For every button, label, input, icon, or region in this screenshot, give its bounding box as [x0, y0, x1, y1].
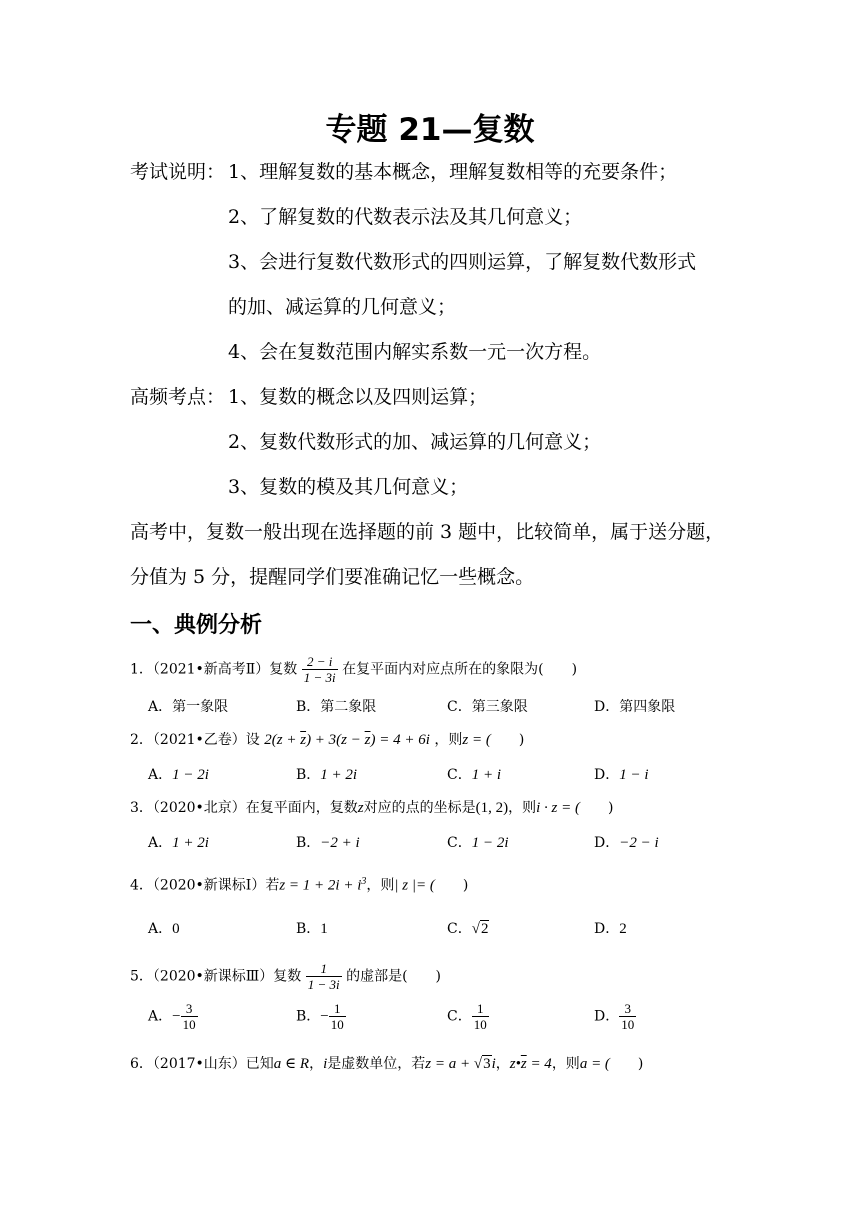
math-var: z [357, 800, 364, 816]
question-stem: 1．（2021•新高考Ⅱ）复数 [130, 661, 298, 678]
option-a[interactable]: A．第一象限 [148, 699, 229, 715]
option-label: C． [447, 1008, 472, 1025]
option-b[interactable]: B．第二象限 [296, 699, 377, 715]
option-a[interactable] [148, 765, 209, 785]
freq-point-item: 1、复数的概念以及四则运算； [228, 386, 488, 408]
option-label: C． [447, 921, 472, 937]
option-label: D． [594, 1008, 620, 1025]
option-a[interactable] [148, 1001, 198, 1032]
option-a[interactable] [148, 919, 180, 939]
option-d[interactable] [594, 919, 627, 939]
question-stem-tail: 的虚部是( ) [346, 968, 442, 985]
question-stem: ， [309, 1056, 324, 1072]
option-value: 1 + 2i [172, 835, 209, 851]
math-conjugate: $\overline{z}$ [300, 732, 307, 748]
freq-points-label: 高频考点： [130, 386, 226, 408]
math-expr: = 4 [526, 1056, 552, 1072]
question-1 [130, 654, 577, 685]
option-b[interactable] [296, 833, 360, 853]
question-stem: ，则 [508, 800, 537, 816]
denominator: 10 [182, 1017, 196, 1032]
question-3 [130, 798, 613, 818]
freq-point-item: 3、复数的模及其几何意义； [228, 476, 469, 498]
question-stem: 对应的点的坐标是 [363, 800, 476, 816]
option-label: D． [594, 835, 620, 851]
question-stem-tail: ) [490, 732, 525, 748]
math-expr: ) + 3(z − [306, 732, 365, 748]
math-expr: z = a + [425, 1056, 474, 1072]
denominator: 1 − 3i [307, 977, 340, 992]
option-value: −2 − i [619, 835, 659, 851]
option-b[interactable] [296, 765, 357, 785]
math-expr: ) = 4 + 6i [370, 732, 430, 748]
numerator: 3 [181, 1001, 198, 1017]
option-c[interactable] [447, 833, 509, 853]
question-6 [130, 1054, 643, 1074]
option-label: B． [296, 921, 321, 937]
math-expr: i · z = ( [536, 800, 581, 816]
question-2 [130, 730, 524, 750]
exam-desc-item: 的加、减运算的几何意义； [228, 296, 457, 318]
option-d[interactable] [594, 833, 659, 853]
question-stem: 是虚数单位，若 [327, 1056, 426, 1072]
denominator: 10 [621, 1017, 635, 1032]
option-c[interactable] [447, 1001, 489, 1032]
math-var: i [323, 1056, 328, 1072]
sqrt-expr: √2 [471, 921, 489, 937]
math-expr: | z |= ( [394, 877, 435, 894]
sqrt-radicand: 2 [480, 921, 489, 937]
question-stem-tail: ) [609, 1056, 644, 1072]
note-line: 分值为 5 分，提醒同学们要准确记忆一些概念。 [130, 566, 535, 588]
exam-desc-label: 考试说明： [130, 161, 226, 183]
sqrt-expr: √3 [473, 1056, 491, 1072]
fraction [472, 1001, 489, 1032]
numerator: 1 [329, 1001, 346, 1017]
question-4 [130, 872, 468, 896]
section-heading: 一、典例分析 [130, 613, 263, 638]
option-value: 1 − i [619, 767, 649, 783]
exam-desc-item: 1、理解复数的基本概念，理解复数相等的充要条件； [228, 161, 678, 183]
option-b[interactable] [296, 1001, 346, 1032]
fraction [306, 961, 342, 992]
fraction [181, 1001, 198, 1032]
question-stem-tail: ) [580, 800, 614, 816]
math-expr: z = ( [462, 732, 491, 748]
denominator: 10 [330, 1017, 344, 1032]
option-c[interactable] [447, 919, 489, 939]
math-expr: a ∈ R [273, 1056, 310, 1072]
question-stem: ，则 [366, 877, 395, 894]
question-stem: 3．（2020•北京）在复平面内，复数 [130, 800, 358, 816]
option-label: D． [594, 921, 620, 937]
denominator: 10 [473, 1017, 487, 1032]
question-5 [130, 961, 441, 992]
math-expr: 2(z + [264, 732, 301, 748]
option-b[interactable] [296, 919, 328, 939]
numerator: 1 [472, 1001, 489, 1017]
numerator: 3 [619, 1001, 636, 1017]
question-stem-tail: ) [434, 877, 469, 894]
option-value: 1 [320, 921, 328, 937]
option-d[interactable]: D．第四象限 [594, 699, 676, 715]
question-stem: 5．（2020•新课标Ⅲ）复数 [130, 968, 302, 985]
math-conjugate: $\overline{z}$ [520, 1056, 527, 1072]
option-label: B． [296, 835, 321, 851]
question-stem-tail: 在复平面内对应点所在的象限为( ) [342, 661, 578, 678]
option-sign: − [172, 1008, 181, 1025]
option-d[interactable] [594, 1001, 636, 1032]
exam-desc-item: 4、会在复数范围内解实系数一元一次方程。 [228, 341, 602, 363]
option-label: B． [296, 1008, 321, 1025]
math-expr: i [491, 1056, 496, 1072]
option-c[interactable] [447, 765, 501, 785]
option-label: C． [447, 835, 472, 851]
option-label: C． [447, 767, 472, 783]
math-expr: z• [509, 1056, 521, 1072]
note-line: 高考中，复数一般出现在选择题的前 3 题中，比较简单，属于送分题， [130, 521, 725, 543]
denominator: 1 − 3i [303, 670, 336, 685]
numerator: 2 − i [302, 654, 338, 670]
fraction [329, 1001, 346, 1032]
math-expr: a = ( [579, 1056, 610, 1072]
option-label: A． [148, 767, 173, 783]
option-sign: − [320, 1008, 329, 1025]
fraction [302, 654, 338, 685]
option-c[interactable]: C．第三象限 [447, 699, 528, 715]
numerator: 1 [306, 961, 342, 977]
option-label: D． [594, 767, 620, 783]
exam-desc-item: 3、会进行复数代数形式的四则运算，了解复数代数形式 [228, 251, 697, 273]
question-stem: ， [495, 1056, 510, 1072]
math-expr: z = 1 + 2i + i [279, 877, 362, 894]
option-label: A． [148, 921, 173, 937]
math-exponent: 3 [361, 876, 367, 887]
sqrt-radicand: 3 [483, 1056, 491, 1072]
page-title: 专题 21—复数 [325, 112, 535, 148]
option-value: 1 + 2i [320, 767, 358, 783]
option-a[interactable] [148, 833, 209, 853]
question-stem: 4．（2020•新课标Ⅰ）若 [130, 877, 280, 894]
math-coord: (1, 2) [475, 800, 509, 816]
option-value: 0 [172, 921, 180, 937]
option-d[interactable] [594, 765, 649, 785]
option-value: 1 − 2i [172, 767, 209, 783]
question-stem: 2．（2021•乙卷）设 [130, 732, 260, 748]
option-value: 1 − 2i [471, 835, 509, 851]
option-label: B． [296, 767, 321, 783]
option-value: 1 + i [471, 767, 502, 783]
question-stem: ，则 [551, 1056, 580, 1072]
question-stem: 6．（2017•山东）已知 [130, 1056, 274, 1072]
fraction [619, 1001, 636, 1032]
option-value: −2 + i [320, 835, 360, 851]
option-value: 2 [619, 921, 627, 937]
math-conjugate: $\overline{z}$ [364, 732, 371, 748]
option-label: A． [148, 1008, 173, 1025]
option-label: A． [148, 835, 173, 851]
exam-desc-item: 2、了解复数的代数表示法及其几何意义； [228, 206, 583, 228]
freq-point-item: 2、复数代数形式的加、减运算的几何意义； [228, 431, 602, 453]
question-stem: ，则 [434, 732, 463, 748]
